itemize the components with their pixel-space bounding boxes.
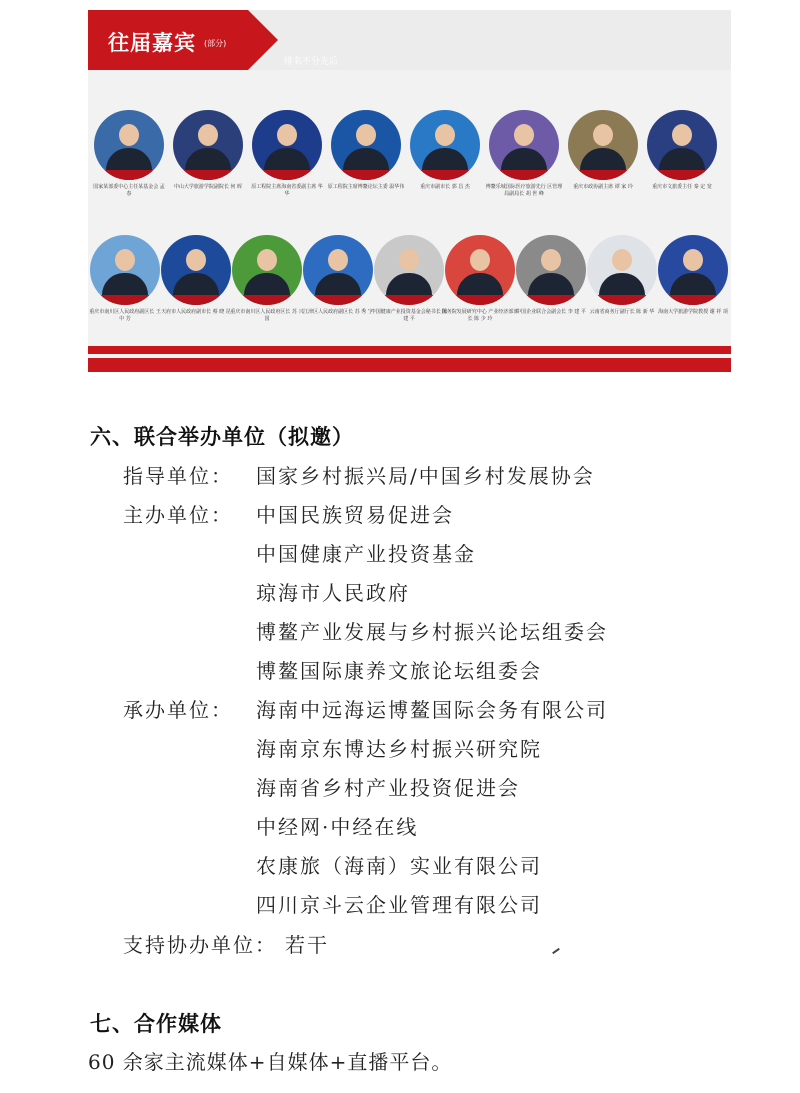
- guest-photo: [90, 235, 160, 305]
- past-guests-banner: [88, 10, 731, 372]
- support-label: 支持协办单位：: [123, 933, 277, 957]
- guest-card: [88, 235, 164, 323]
- guest-card: [327, 110, 405, 191]
- guest-card: [512, 235, 590, 316]
- guest-photo: [374, 235, 444, 305]
- organizer-item: 海南京东博达乡村振兴研究院: [256, 737, 542, 761]
- guest-photo: [232, 235, 302, 305]
- guest-photo: [331, 110, 401, 180]
- guest-photo: [410, 110, 480, 180]
- banner-subtitle: (部分): [204, 39, 227, 48]
- guest-caption: 原工程院主席海南省委副主席 华 华: [251, 184, 323, 197]
- org-heading: 六、联合举办单位（拟邀）: [90, 424, 354, 449]
- banner-title: 往届嘉宾: [108, 31, 196, 55]
- guest-photo: [647, 110, 717, 180]
- guest-card: [228, 235, 306, 323]
- guest-caption: 原工程院主席博鳌论坛主委 温华伟: [327, 184, 405, 190]
- guest-card: [248, 110, 326, 198]
- guest-caption: 中国健康产业投资基金会秘书长 陈 建 平: [370, 309, 448, 322]
- guest-caption: 重庆市副市长 郭 昌 杰: [420, 184, 470, 190]
- guest-caption: 云南省商务厅副厅长 陈 新 华: [589, 309, 655, 315]
- guest-card: [157, 235, 235, 316]
- guest-caption: 中国企业联合会副会长 李 建 平: [516, 309, 586, 315]
- guide-value: 国家乡村振兴局/中国乡村发展协会: [256, 464, 595, 488]
- guest-card: [654, 235, 731, 316]
- organizer-item: 海南省乡村产业投资促进会: [256, 776, 520, 800]
- support-value: 若干: [285, 933, 329, 957]
- red-stripe: [88, 346, 731, 354]
- guest-card: [564, 110, 642, 191]
- organizer-item: 四川京斗云企业管理有限公司: [256, 893, 542, 917]
- media-text: 60 余家主流媒体+自媒体+直播平台。: [88, 1050, 453, 1074]
- guest-caption: 海南大学旅游学院教授 谢 祥 项: [658, 309, 728, 315]
- guest-photo: [303, 235, 373, 305]
- organizer-item: 农康旅（海南）实业有限公司: [256, 854, 542, 878]
- guest-card: [583, 235, 661, 316]
- guest-photo: [489, 110, 559, 180]
- guest-photo: [516, 235, 586, 305]
- guest-row-2: [88, 235, 731, 345]
- guest-photo: [445, 235, 515, 305]
- guest-caption: 博鳌乐城国际医疗旅游先行 区管理局副局长 胡 世 峰: [485, 184, 563, 197]
- host-item: 中国民族贸易促进会: [256, 503, 454, 527]
- host-label: 主办单位：: [123, 503, 233, 527]
- guest-card: [90, 110, 168, 198]
- guest-card: [299, 235, 377, 316]
- guest-caption: 中山大学旅游学院副院长 何 晖: [173, 184, 243, 190]
- guest-card: [406, 110, 484, 191]
- guest-card: [485, 110, 563, 198]
- banner-note: 排名不分先后: [284, 57, 339, 67]
- host-item: 博鳌国际康养文旅论坛组委会: [256, 659, 542, 683]
- guest-card: [643, 110, 721, 191]
- banner-header: [88, 10, 731, 70]
- guest-caption: 重庆市文旅委主任 秦 定 宽: [652, 184, 712, 190]
- guest-photo: [568, 110, 638, 180]
- organizer-label: 承办单位：: [123, 698, 233, 722]
- guest-photo: [173, 110, 243, 180]
- host-item: 中国健康产业投资基金: [256, 542, 476, 566]
- organizer-item: 中经网·中经在线: [256, 815, 419, 839]
- guest-photo: [658, 235, 728, 305]
- guest-photo: [94, 110, 164, 180]
- guest-card: [370, 235, 448, 323]
- organizer-item: 海南中远海运博鳌国际会务有限公司: [256, 698, 608, 722]
- red-stripe-bottom: [88, 358, 731, 372]
- guest-photo: [252, 110, 322, 180]
- media-heading: 七、合作媒体: [90, 1011, 222, 1036]
- host-item: 博鳌产业发展与乡村振兴论坛组委会: [256, 620, 608, 644]
- guest-caption: 重庆市政协副主席 谭 家 玲: [573, 184, 633, 190]
- guest-caption: 江津区人民政府副区长 苏 秀 宁: [303, 309, 373, 315]
- host-item: 琼海市人民政府: [256, 581, 410, 605]
- guest-card: [169, 110, 247, 191]
- guest-row-1: [88, 110, 731, 220]
- guest-caption: 重庆市南川区人民政府区长 苏 兴 国: [230, 309, 304, 322]
- guide-label: 指导单位：: [123, 464, 233, 488]
- guest-caption: 重庆市南川区人民政府副区长 王 中 芳: [89, 309, 161, 322]
- guest-photo: [587, 235, 657, 305]
- guest-card: [441, 235, 519, 323]
- guest-caption: 天府市人民政府副市长 蔡 晓 昆: [161, 309, 231, 315]
- guest-caption: 国务院发展研究中心 产业经济部部长 陈 少 玲: [441, 309, 519, 322]
- stray-mark: [552, 948, 560, 954]
- guest-caption: 国家某部委中心主任某基金会 孟 春: [93, 184, 165, 197]
- guest-photo: [161, 235, 231, 305]
